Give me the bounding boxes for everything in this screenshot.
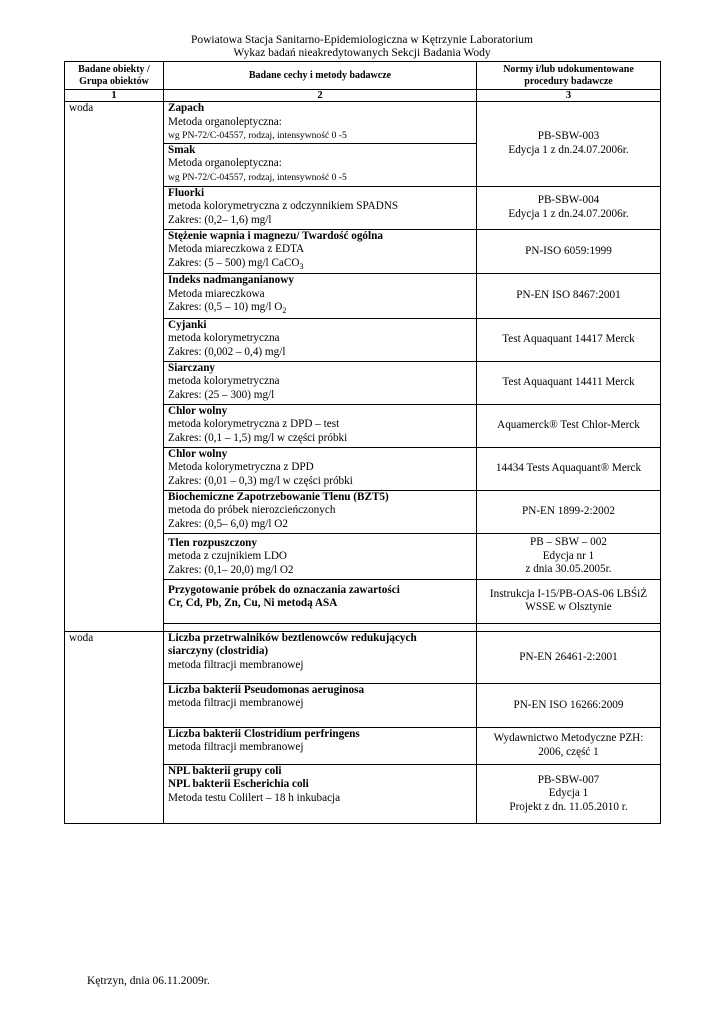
method-cell: Indeks nadmanganianowy Metoda miareczkowa Zakres: (0,5 – 10) mg/l $O_2$ bbox=[164, 274, 477, 319]
table-row bbox=[65, 102, 661, 144]
column-number-row bbox=[65, 90, 661, 102]
norm-cell: Aquamerck® Test Chlor-Merck bbox=[477, 404, 661, 447]
group-cell: woda bbox=[65, 631, 164, 823]
method-cell: Zapach Metoda organoleptyczna: wg PN-72/C-04557, rodzaj, intensywność 0 -5 bbox=[164, 102, 477, 144]
document-title-line2: Wykaz badań nieakredytowanych Sekcji Badania Wody bbox=[233, 47, 491, 59]
header-methods: Badane cechy i metody badawcze bbox=[164, 62, 477, 90]
document-title-line1: Powiatowa Stacja Sanitarno-Epidemiologiczna w Kętrzynie Laboratorium bbox=[190, 34, 534, 46]
method-cell: Liczba bakterii Clostridium perfringens metoda filtracji membranowej bbox=[164, 727, 477, 764]
norm-cell: PN-EN ISO 16266:2009 bbox=[477, 683, 661, 727]
norm-cell: PB-SBW-007 Edycja 1 Projekt z dn. 11.05.2010 r. bbox=[477, 764, 661, 823]
method-cell: Stężenie wapnia i magnezu/ Twardość ogólna Metoda miareczkowa z EDTA Zakres: (5 – 500) mg/l CaCO$_3$ bbox=[164, 229, 477, 274]
norm-cell: PB-SBW-004 Edycja 1 z dn.24.07.2006r. bbox=[477, 186, 661, 229]
method-cell: Cyjanki metoda kolorymetryczna Zakres: (0,002 – 0,4) mg/l bbox=[164, 318, 477, 361]
table-header-row bbox=[65, 62, 661, 90]
norm-cell: Instrukcja I-15/PB-OAS-06 LBŚiŻ WSSE w Olsztynie bbox=[477, 579, 661, 623]
norm-cell: Test Aquaquant 14411 Merck bbox=[477, 361, 661, 404]
norm-cell: Test Aquaquant 14417 Merck bbox=[477, 318, 661, 361]
method-cell: Przygotowanie próbek do oznaczania zawartości Cr, Cd, Pb, Zn, Cu, Ni metodą ASA bbox=[164, 579, 477, 623]
norm-cell bbox=[477, 623, 661, 631]
norm-cell: PN-EN 26461-2:2001 bbox=[477, 631, 661, 683]
table-row bbox=[65, 631, 661, 683]
method-cell: Liczba bakterii Pseudomonas aeruginosa metoda filtracji membranowej bbox=[164, 683, 477, 727]
norm-cell: Wydawnictwo Metodyczne PZH: 2006, część 1 bbox=[477, 727, 661, 764]
norm-cell: PN-EN ISO 8467:2001 bbox=[477, 274, 661, 319]
column-number: 2 bbox=[164, 90, 477, 102]
header-norms: Normy i/lub udokumentowane procedury badawcze bbox=[477, 62, 661, 90]
header-objects: Badane obiekty / Grupa obiektów bbox=[65, 62, 164, 90]
norm-cell: PB-SBW-003 Edycja 1 z dn.24.07.2006r. bbox=[477, 102, 661, 187]
column-number: 1 bbox=[65, 90, 164, 102]
method-cell: Biochemiczne Zapotrzebowanie Tlenu (BZT5) metoda do próbek nierozcieńczonych Zakres: (0,5– 6,0) mg/l O2 bbox=[164, 490, 477, 533]
method-cell: Chlor wolny metoda kolorymetryczna z DPD – test Zakres: (0,1 – 1,5) mg/l w części próbki bbox=[164, 404, 477, 447]
method-cell: Fluorki metoda kolorymetryczna z odczynnikiem SPADNS Zakres: (0,2– 1,6) mg/l bbox=[164, 186, 477, 229]
norm-cell: PN-EN 1899-2:2002 bbox=[477, 490, 661, 533]
method-cell bbox=[164, 623, 477, 631]
norm-cell: PN-ISO 6059:1999 bbox=[477, 229, 661, 274]
column-number: 3 bbox=[477, 90, 661, 102]
method-cell: Chlor wolny Metoda kolorymetryczna z DPD Zakres: (0,01 – 0,3) mg/l w części próbki bbox=[164, 447, 477, 490]
method-cell: NPL bakterii grupy coli NPL bakterii Escherichia coli Metoda testu Colilert – 18 h inkubacja bbox=[164, 764, 477, 823]
method-cell: Siarczany metoda kolorymetryczna Zakres: (25 – 300) mg/l bbox=[164, 361, 477, 404]
group-cell: woda bbox=[65, 102, 164, 632]
norm-cell: PB – SBW – 002 Edycja nr 1 z dnia 30.05.2005r. bbox=[477, 533, 661, 579]
method-cell: Liczba przetrwalników beztlenowców redukujących siarczyny (clostridia) metoda filtracji membranowej bbox=[164, 631, 477, 683]
norm-cell: 14434 Tests Aquaquant® Merck bbox=[477, 447, 661, 490]
footer-date: Kętrzyn, dnia 06.11.2009r. bbox=[87, 975, 210, 987]
method-cell: Tlen rozpuszczony metoda z czujnikiem LDO Zakres: (0,1– 20,0) mg/l O2 bbox=[164, 533, 477, 579]
research-table bbox=[64, 61, 661, 824]
method-cell: Smak Metoda organoleptyczna: wg PN-72/C-04557, rodzaj, intensywność 0 -5 bbox=[164, 143, 477, 186]
